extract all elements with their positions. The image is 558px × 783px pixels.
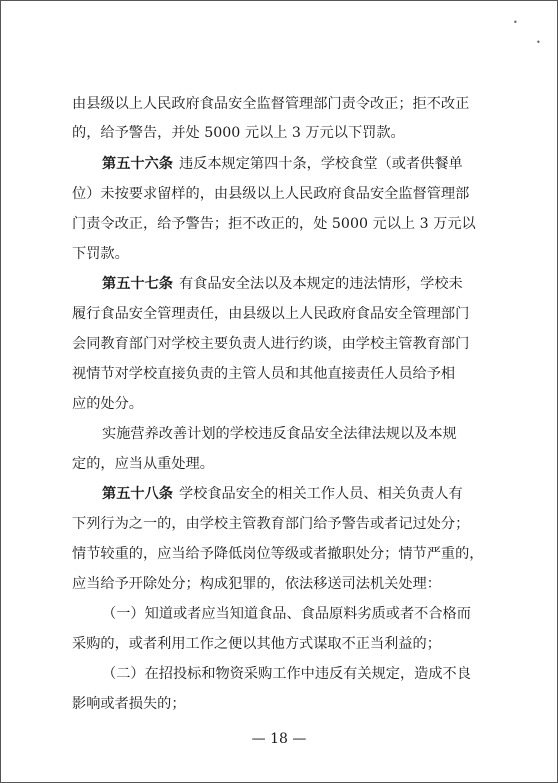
text-line	[0, 577, 558, 591]
line-text: 位）未按要求留样的，由县级以上人民政府食品安全监督管理部	[72, 186, 470, 202]
line-text: 采购的，或者利用工作之便以其他方式谋取不正当利益的；	[72, 636, 441, 652]
line-text: 影响或者损失的；	[72, 696, 186, 712]
line-text: 实施营养改善计划的学校违反食品安全法律法规以及本规	[102, 426, 457, 442]
line-text: （二）在招投标和物资采购工作中违反有关规定，造成不良	[102, 666, 471, 682]
article-57-first-line	[0, 277, 558, 291]
scan-mark: •	[536, 38, 541, 47]
line-text: （一）知道或者应当知道食品、食品原料劣质或者不合格而	[102, 606, 471, 622]
text-line	[0, 547, 558, 561]
article-number: 第五十八条	[102, 486, 173, 502]
line-text: 情节较重的，应当给予降低岗位等级或者撤职处分；情节严重的，	[72, 546, 484, 562]
line-text: 由县级以上人民政府食品安全监督管理部门责令改正；拒不改正	[72, 96, 470, 112]
text-line	[0, 126, 558, 140]
text-line	[0, 217, 558, 231]
line-text: 履行食品安全管理责任，由县级以上人民政府食品安全管理部门	[72, 306, 470, 322]
line-text: 定的，应当从重处理。	[72, 456, 214, 472]
line-text: 门责令改正，给予警告；拒不改正的，处 5000 元以上 3 万元以	[72, 216, 476, 232]
scan-mark: •	[513, 18, 518, 27]
line-text: 学校食品安全的相关工作人员、相关负责人有	[178, 486, 463, 502]
text-line	[0, 697, 558, 711]
text-line	[0, 427, 558, 441]
line-text: 违反本规定第四十条，学校食堂（或者供餐单	[178, 156, 463, 172]
line-text: 视情节对学校直接负责的主管人员和其他直接责任人员给予相	[72, 366, 456, 382]
article-56-first-line	[0, 157, 558, 171]
text-line	[0, 457, 558, 471]
article-58-first-line	[0, 487, 558, 501]
text-line	[0, 517, 558, 531]
line-text: 有食品安全法以及本规定的违法情形，学校未	[178, 276, 463, 292]
line-text: 会同教育部门对学校主要负责人进行约谈，由学校主管教育部门	[72, 336, 470, 352]
text-line	[0, 97, 558, 111]
line-text: 的，给予警告，并处 5000 元以上 3 万元以下罚款。	[72, 125, 405, 141]
text-line	[0, 667, 558, 681]
article-number: 第五十七条	[102, 276, 173, 292]
text-line	[0, 247, 558, 261]
article-number: 第五十六条	[102, 156, 173, 172]
text-line	[0, 187, 558, 201]
line-text: 下列行为之一的，由学校主管教育部门给予警告或者记过处分；	[72, 516, 470, 532]
text-line	[0, 307, 558, 321]
text-line	[0, 607, 558, 621]
page-number: — 18 —	[251, 731, 307, 747]
line-text: 应的处分。	[72, 396, 143, 412]
text-line	[0, 367, 558, 381]
line-text: 下罚款。	[72, 246, 129, 262]
line-text: 应当给予开除处分；构成犯罪的，依法移送司法机关处理：	[72, 576, 441, 592]
text-line	[0, 637, 558, 651]
text-line	[0, 397, 558, 411]
text-line	[0, 337, 558, 351]
